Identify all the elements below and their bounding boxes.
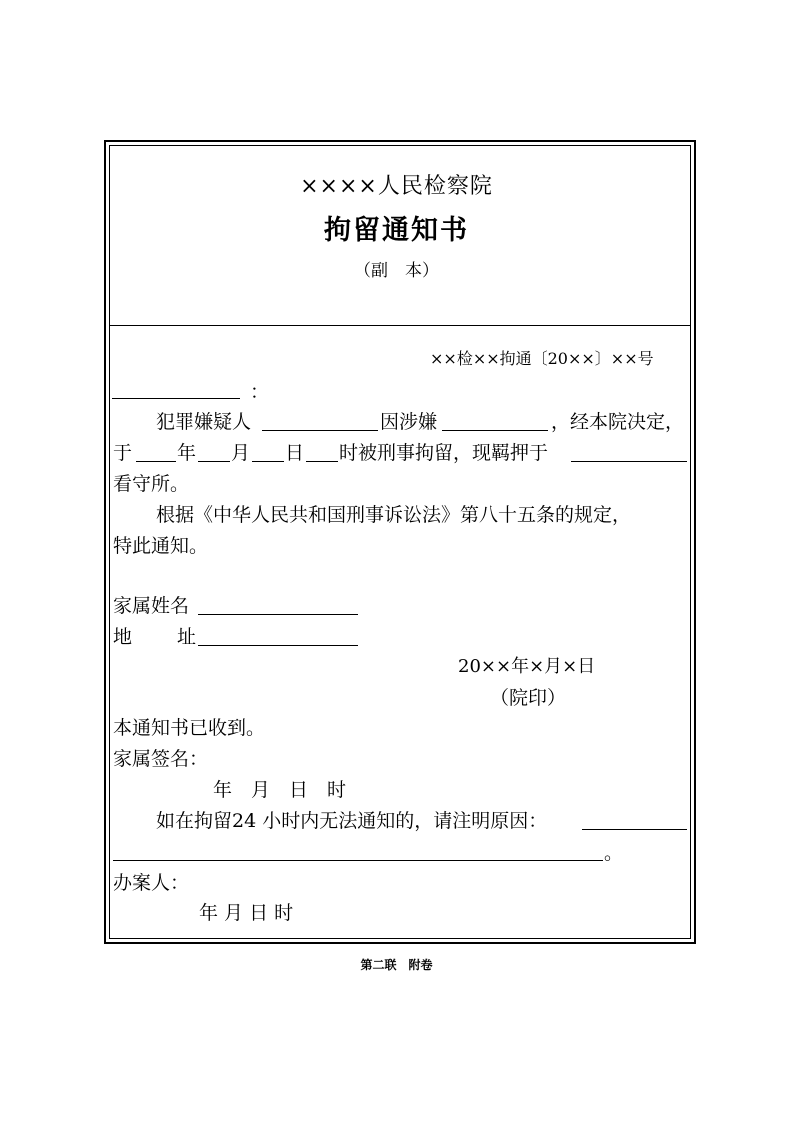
p5-notice: 特此通知。 <box>113 535 209 557</box>
p1-suspect-label: 犯罪嫌疑人 <box>156 411 252 433</box>
reason-blank-2 <box>113 841 603 861</box>
detention-place-blank <box>571 442 687 462</box>
salutation-colon: ： <box>250 381 270 403</box>
p3-detention-center: 看守所。 <box>113 473 190 495</box>
receipt-statement: 本通知书已收到。 <box>113 717 266 739</box>
family-signature-label: 家属签名： <box>113 748 209 770</box>
header-divider <box>110 325 690 326</box>
reason-period: 。 <box>604 842 624 864</box>
suspect-name-blank <box>262 411 378 431</box>
month-blank <box>198 442 230 462</box>
family-name-label: 家属姓名 <box>113 595 190 617</box>
p2-year: 年 <box>177 442 197 464</box>
p1-charge-label: 因涉嫌 <box>380 411 438 433</box>
court-seal-label: （院印） <box>490 687 567 709</box>
handler-date-line: 年 月 日 时 <box>199 902 294 924</box>
document-title: 拘留通知书 <box>324 215 469 246</box>
p2-yu: 于 <box>113 442 133 464</box>
charge-blank <box>442 411 548 431</box>
p1-decision-text: ，经本院决定， <box>551 411 685 433</box>
reason-blank-1 <box>582 810 687 830</box>
year-blank <box>136 442 176 462</box>
receipt-date-line: 年 月 日 时 <box>213 779 347 801</box>
address-label-part2: 址 <box>177 626 197 648</box>
p2-day: 日 <box>285 442 305 464</box>
hour-blank <box>306 442 338 462</box>
p2-month: 月 <box>231 442 251 464</box>
address-blank <box>198 626 358 646</box>
handler-label: 办案人： <box>113 872 190 894</box>
p4-legal-basis: 根据《中华人民共和国刑事诉讼法》第八十五条的规定， <box>156 504 632 526</box>
page-footer: 第二联 附卷 <box>360 958 433 972</box>
issue-date: 20××年×月×日 <box>458 656 596 677</box>
document-number: ××检××拘通〔20××〕××号 <box>430 349 654 368</box>
p2-detained-text: 时被刑事拘留，现羁押于 <box>339 442 549 464</box>
day-blank <box>252 442 284 462</box>
reason-text: 如在拘留24 小时内无法通知的，请注明原因： <box>156 810 548 832</box>
recipient-blank <box>112 380 240 399</box>
copy-label: （副 本） <box>354 261 439 281</box>
address-label-part1: 地 <box>113 626 133 648</box>
family-name-blank <box>198 595 358 615</box>
court-name: ××××人民检察院 <box>300 174 493 199</box>
